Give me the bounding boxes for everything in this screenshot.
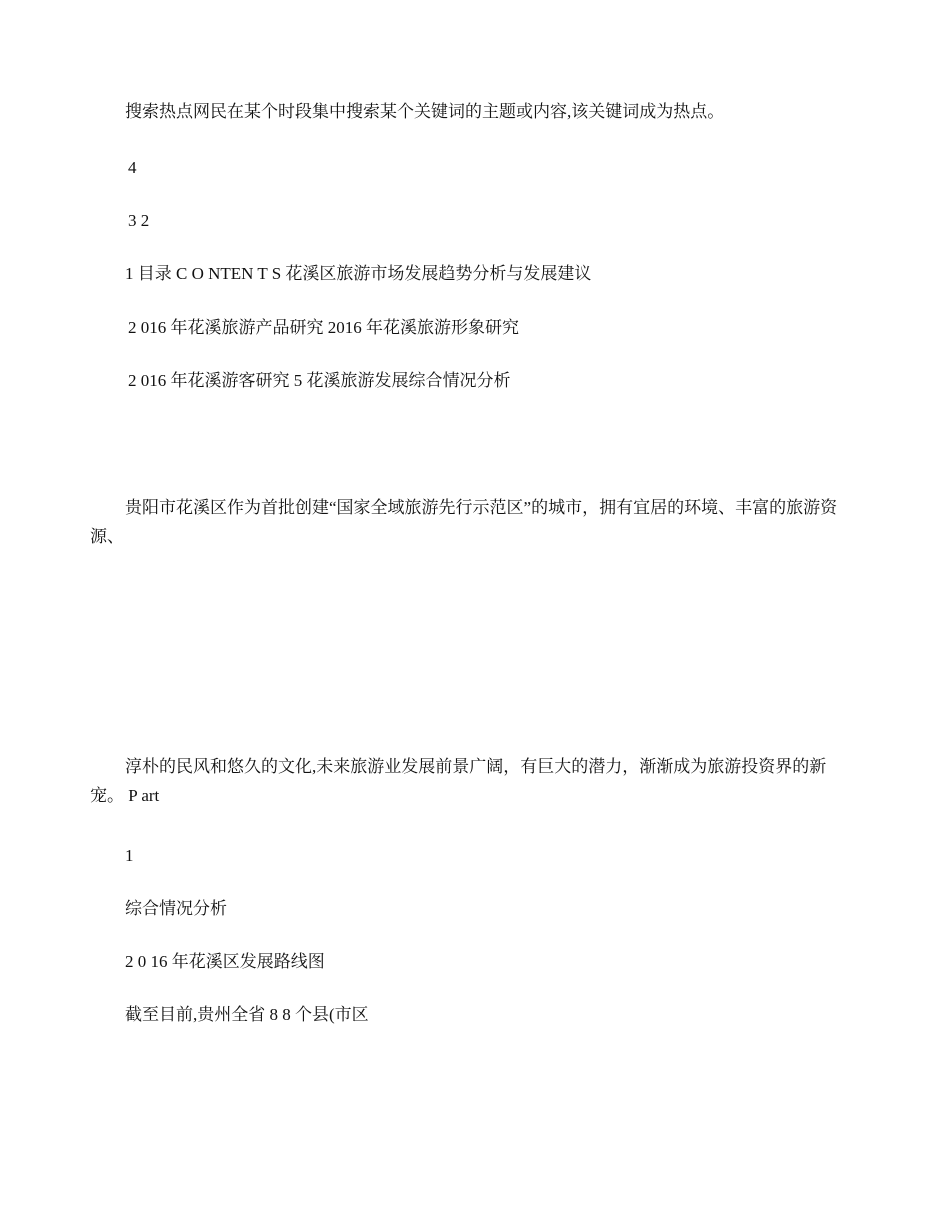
culture-paragraph: 淳朴的民风和悠久的文化,未来旅游业发展前景广阔，有巨大的潜力，渐渐成为旅游投资界的新宠。 P art [90,757,827,805]
search-hotspot-text: 搜索热点网民在某个时段集中搜索某个关键词的主题或内容,该关键词成为热点。 [125,102,725,121]
toc-line-3: 2 016 年花溪游客研究 5 花溪旅游发展综合情况分析 [128,371,511,390]
toc-line-1: 1 目录 C O NTEN T S 花溪区旅游市场发展趋势分析与发展建议 [125,264,592,283]
toc-number-3-2: 3 2 [128,211,150,230]
intro-paragraph: 贵阳市花溪区作为首批创建“国家全域旅游先行示范区”的城市，拥有宜居的环境、丰富的旅游资源、 [90,498,838,546]
part-title: 综合情况分析 [125,899,227,918]
part-number: 1 [125,846,134,865]
toc-line-2: 2 016 年花溪旅游产品研究 2016 年花溪旅游形象研究 [128,318,519,337]
roadmap-heading: 2 0 16 年花溪区发展路线图 [125,952,325,971]
toc-number-4: 4 [128,158,137,177]
county-fragment-text: 截至目前,贵州全省 8 8 个县(市区 [125,1005,369,1024]
